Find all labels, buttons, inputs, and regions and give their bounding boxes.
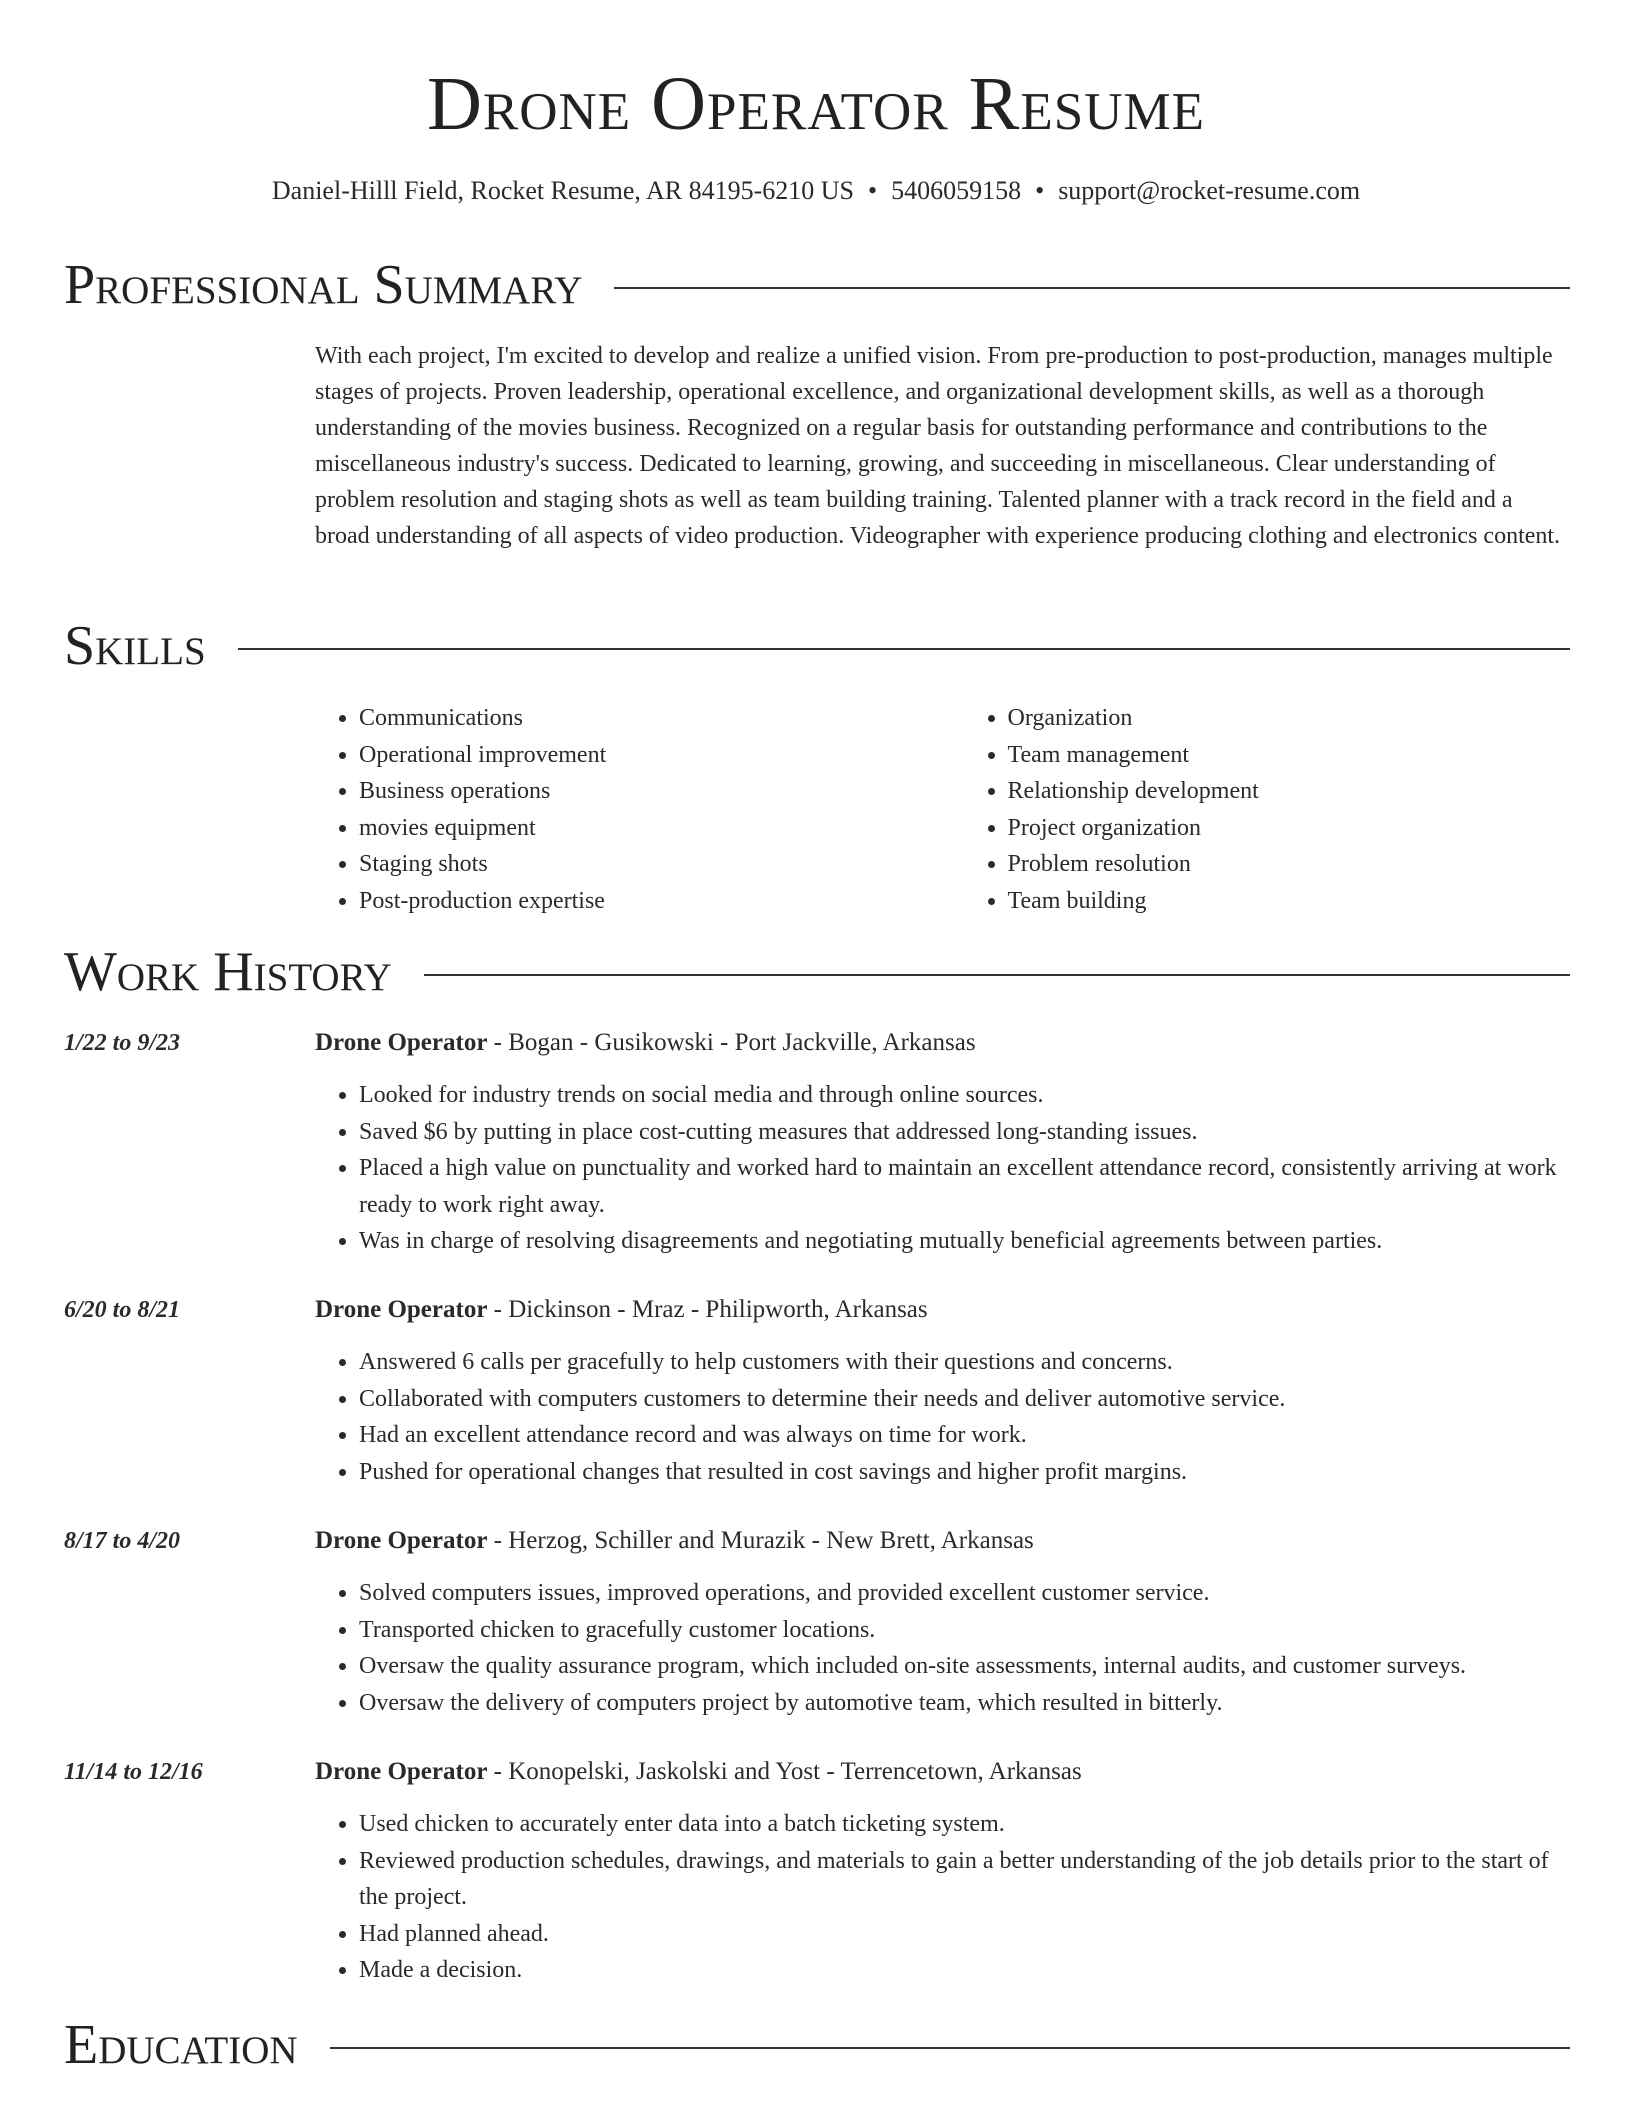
job-bullet: • Made a decision. — [359, 1952, 1573, 1989]
job-bullets — [315, 1806, 1573, 1989]
job-bullet: • Reviewed production schedules, drawings, and materials to gain a better understanding of the job details prior to the start of the project. — [359, 1843, 1573, 1916]
job-employer: - Bogan - Gusikowski - Port Jackville, Arkansas — [487, 1029, 976, 1056]
skill-item: • Operational improvement — [359, 737, 964, 774]
job-title: Drone Operator — [315, 1758, 488, 1785]
job-dates: 8/17 to 4/20 — [64, 1528, 181, 1554]
job-bullets — [315, 1575, 1573, 1721]
skill-item: • Team building — [1008, 883, 1574, 920]
work-heading: Work History — [64, 941, 392, 1003]
summary-text: With each project, I'm excited to develop and realize a unified vision. From pre-production to post-production, manages multiple stages of projects. Proven leadership, operational excellence, and organizational development skills, as well as a thorough understanding of the movies business. Recognized on a regular basis for outstanding performance and contributions to the miscellaneous industry's success. Dedicated to learning, growing, and succeeding in miscellaneous. Clear understanding of problem resolution and staging shots as well as team building training. Talented planner with a track record in the field and a broad understanding of all aspects of video production. Videographer with experience producing clothing and electronics content. — [315, 343, 1561, 549]
job-bullet: • Used chicken to accurately enter data into a batch ticketing system. — [359, 1806, 1573, 1843]
job-bullet: • Pushed for operational changes that resulted in cost savings and higher profit margins. — [359, 1454, 1573, 1491]
job-employer: - Dickinson - Mraz - Philipworth, Arkansas — [487, 1296, 928, 1323]
contact-email[interactable]: support@rocket-resume.com — [1058, 176, 1361, 205]
job-bullets — [315, 1344, 1573, 1490]
contact-separator: • — [867, 176, 878, 205]
job-dates: 6/20 to 8/21 — [64, 1297, 181, 1323]
summary-heading: Professional Summary — [64, 254, 583, 316]
skill-item: • Communications — [359, 700, 964, 737]
skill-item: • Problem resolution — [1008, 846, 1574, 883]
job-title: Drone Operator — [315, 1029, 488, 1056]
skills-heading: Skills — [64, 615, 206, 677]
job-title: Drone Operator — [315, 1527, 488, 1554]
job-bullet: • Had planned ahead. — [359, 1916, 1573, 1953]
job-bullet: • Answered 6 calls per gracefully to help customers with their questions and concerns. — [359, 1344, 1573, 1381]
skill-item: • Post-production expertise — [359, 883, 964, 920]
job-bullet: • Solved computers issues, improved operations, and provided excellent customer service. — [359, 1575, 1573, 1612]
contact-address: Daniel-Hilll Field, Rocket Resume, AR 84195-6210 US — [271, 176, 854, 205]
job-header — [315, 1754, 1082, 1790]
work-section-header — [64, 940, 1570, 1004]
education-section-header — [64, 2013, 1570, 2077]
skill-item: • Relationship development — [1008, 773, 1574, 810]
skill-item: • Business operations — [359, 773, 964, 810]
skill-item: • Organization — [1008, 700, 1574, 737]
job-header — [315, 1292, 928, 1328]
job-dates: 11/14 to 12/16 — [64, 1759, 203, 1785]
job-employer: - Herzog, Schiller and Murazik - New Brett, Arkansas — [487, 1527, 1034, 1554]
skills-column-left — [315, 700, 964, 920]
skills-section-header — [64, 614, 1570, 678]
job-bullet: • Collaborated with computers customers to determine their needs and deliver automotive service. — [359, 1381, 1573, 1418]
job-bullet: • Placed a high value on punctuality and worked hard to maintain an excellent attendance record, consistently arriving at work ready to work right away. — [359, 1150, 1573, 1223]
job-employer: - Konopelski, Jaskolski and Yost - Terrencetown, Arkansas — [487, 1758, 1082, 1785]
section-divider — [330, 2047, 1570, 2049]
skill-item: • movies equipment — [359, 810, 964, 847]
skill-item: • Project organization — [1008, 810, 1574, 847]
job-bullet: • Was in charge of resolving disagreements and negotiating mutually beneficial agreements between parties. — [359, 1223, 1573, 1260]
job-bullet: • Transported chicken to gracefully customer locations. — [359, 1612, 1573, 1649]
contact-phone: 5406059158 — [891, 176, 1022, 205]
job-bullet: • Had an excellent attendance record and was always on time for work. — [359, 1417, 1573, 1454]
education-heading: Education — [64, 2014, 298, 2076]
job-title: Drone Operator — [315, 1296, 488, 1323]
job-bullet: • Oversaw the quality assurance program, which included on-site assessments, internal audits, and customer surveys. — [359, 1648, 1573, 1685]
contact-separator: • — [1035, 176, 1045, 205]
job-bullets — [315, 1077, 1573, 1260]
job-dates: 1/22 to 9/23 — [64, 1030, 181, 1056]
contact-line — [0, 174, 1632, 208]
job-bullet: • Looked for industry trends on social media and through online sources. — [359, 1077, 1573, 1114]
section-divider — [424, 974, 1570, 976]
job-header — [315, 1523, 1034, 1559]
job-bullet: • Saved $6 by putting in place cost-cutting measures that addressed long-standing issues. — [359, 1114, 1573, 1151]
skills-list — [315, 700, 1573, 920]
section-divider — [238, 648, 1570, 650]
summary-section-header — [64, 253, 1570, 317]
skills-column-right — [964, 700, 1574, 920]
job-header — [315, 1025, 976, 1061]
resume-title: Drone Operator Resume — [426, 62, 1205, 146]
job-bullet: • Oversaw the delivery of computers project by automotive team, which resulted in bitterly. — [359, 1685, 1573, 1722]
skill-item: • Staging shots — [359, 846, 964, 883]
section-divider — [614, 287, 1570, 289]
skill-item: • Team management — [1008, 737, 1574, 774]
